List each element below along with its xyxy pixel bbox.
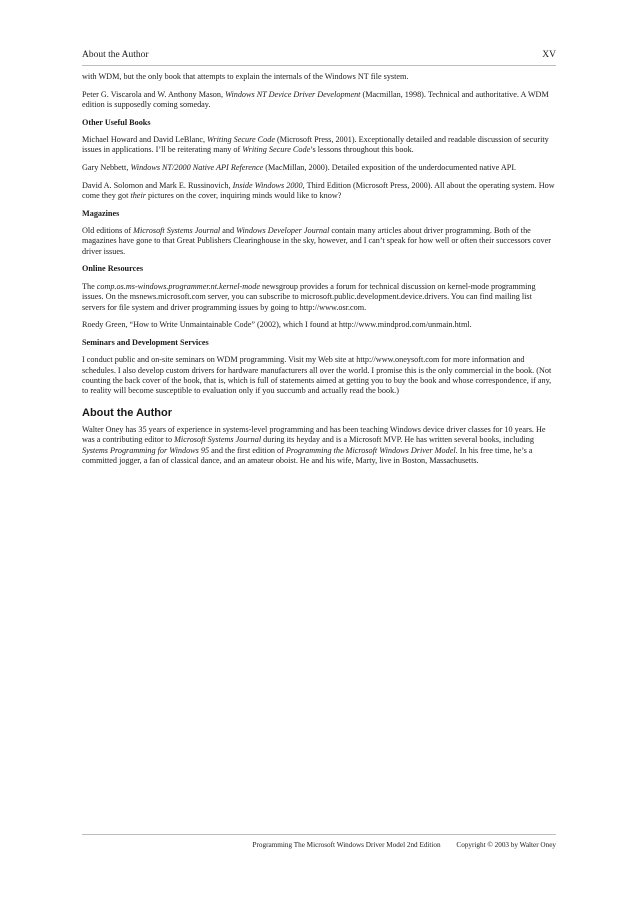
text-run: with WDM, but the only book that attempts to explain the internals of the Windows NT file system. xyxy=(82,72,409,81)
text-run: and the first edition of xyxy=(209,445,286,455)
italic-title: Writing Secure Code xyxy=(207,135,275,144)
document-page xyxy=(82,0,556,903)
text-run: Peter G. Viscarola and W. Anthony Mason, xyxy=(82,89,226,99)
text-run: , Third Edition (Microsoft Press, 2000). All about the operating system. How come they got xyxy=(82,180,555,200)
paragraph-green xyxy=(82,320,556,330)
paragraph-intro xyxy=(82,72,556,82)
paragraph-nebbett xyxy=(82,163,556,173)
italic-title: Microsoft Systems Journal xyxy=(174,435,262,445)
paragraph-howard xyxy=(82,135,556,156)
text-run: and xyxy=(220,226,237,235)
heading-other-books-heading xyxy=(82,118,556,128)
page-content xyxy=(82,72,556,474)
text-run: newsgroup provides a forum for technical discussion on kernel-mode programming issues. On the msnews.microsoft.com server, you can subscribe to microsoft.public.development.device.drivers. You can find mailing list servers for file system and driver programming issues by going to http://www.osr.com. xyxy=(82,281,536,312)
italic-title: Writing Secure Code xyxy=(242,145,311,155)
paragraph-seminars xyxy=(82,355,556,397)
paragraph-bio xyxy=(82,425,556,467)
text-run: Michael Howard and David LeBlanc, xyxy=(82,135,208,144)
text-run: Gary Nebbett, xyxy=(82,163,131,172)
text-run: The xyxy=(82,281,97,291)
page-footer xyxy=(82,834,556,849)
text-run: Walter Oney has 35 years of experience in systems-level programming and has been teaching Windows device driver classes for 10 years. He was a contributing editor to xyxy=(82,424,546,445)
footer-copyright: Copyright © 2003 by Walter Oney xyxy=(456,841,556,849)
text-run: David A. Solomon and Mark E. Russinovich, xyxy=(82,180,233,190)
heading-about-heading xyxy=(82,407,556,420)
text-run: during its heyday and is a Microsoft MVP. He has written several books, including xyxy=(261,435,534,445)
paragraph-magazines xyxy=(82,226,556,257)
text-run: ’s lessons throughout this book. xyxy=(310,145,414,155)
text-run: Roedy Green, “How to Write Unmaintainable Code” (2002), which I found at http://www.mindprod.com/unmain.html. xyxy=(82,320,472,330)
heading-seminars-heading xyxy=(82,338,556,348)
footer-book-title: Programming The Microsoft Windows Driver Model 2nd Edition xyxy=(252,841,441,849)
italic-title: Inside Windows 2000 xyxy=(232,180,303,190)
text-run: (MacMillan, 2000). Detailed exposition of the underdocumented native API. xyxy=(263,163,517,172)
text-run: Other Useful Books xyxy=(82,117,151,127)
text-run: Old editions of xyxy=(82,226,134,235)
italic-title: Windows NT Device Driver Development xyxy=(225,89,361,99)
paragraph-newsgroup xyxy=(82,282,556,313)
italic-title: Programming the Microsoft Windows Driver Model xyxy=(285,445,456,455)
text-run: I conduct public and on-site seminars on WDM programming. Visit my Web site at http://www.oneysoft.com for more information and schedules. I also develop custom drivers for hardware manufacturers all over the world. I promise this is the only commercial in the book. (Not counting the back cover of the book, that is, which is full of statements aimed at getting you to buy the book and whose correspondence, if any, to reality will become susceptible to evaluation only if you succumb and actually read the book.) xyxy=(82,355,552,396)
text-run: Online Resources xyxy=(82,264,144,274)
text-run: Magazines xyxy=(82,208,120,218)
text-run: pictures on the cover, inquiring minds would like to know? xyxy=(145,191,342,200)
paragraph-viscarola xyxy=(82,90,556,111)
italic-title: Microsoft Systems Journal xyxy=(133,226,221,235)
italic-title: their xyxy=(130,191,146,200)
italic-title: Windows Developer Journal xyxy=(236,226,330,235)
text-run: (Microsoft Press, 2001). Exceptionally detailed and readable discussion of security issues in applications. I’ll be reiterating many of xyxy=(82,135,549,155)
italic-title: Windows NT/2000 Native API Reference xyxy=(130,163,264,172)
text-run: (Macmillan, 1998). Technical and authoritative. A WDM edition is supposedly coming someday. xyxy=(82,89,549,109)
running-title: About the Author xyxy=(82,50,149,60)
paragraph-solomon xyxy=(82,181,556,202)
text-run: . In his free time, he’s a committed jogger, a fan of classical dance, and an amateur oboist. He and his wife, Marty, live in Boston, Massachusetts. xyxy=(82,445,533,466)
heading-online-heading xyxy=(82,264,556,274)
text-run: Seminars and Development Services xyxy=(82,337,209,347)
italic-title: comp.os.ms-windows.programmer.nt.kernel-mode xyxy=(96,281,260,291)
text-run: About the Author xyxy=(82,406,173,419)
heading-magazines-heading xyxy=(82,209,556,219)
text-run: contain many articles about driver programming. Both of the magazines have gone to that Great Publishers Clearinghouse in the sky, however, and I can’t speak for how well or often their successors cover driver issues. xyxy=(82,226,551,256)
page-number: XV xyxy=(542,50,556,60)
italic-title: Systems Programming for Windows 95 xyxy=(82,445,210,455)
page-header xyxy=(82,47,556,66)
